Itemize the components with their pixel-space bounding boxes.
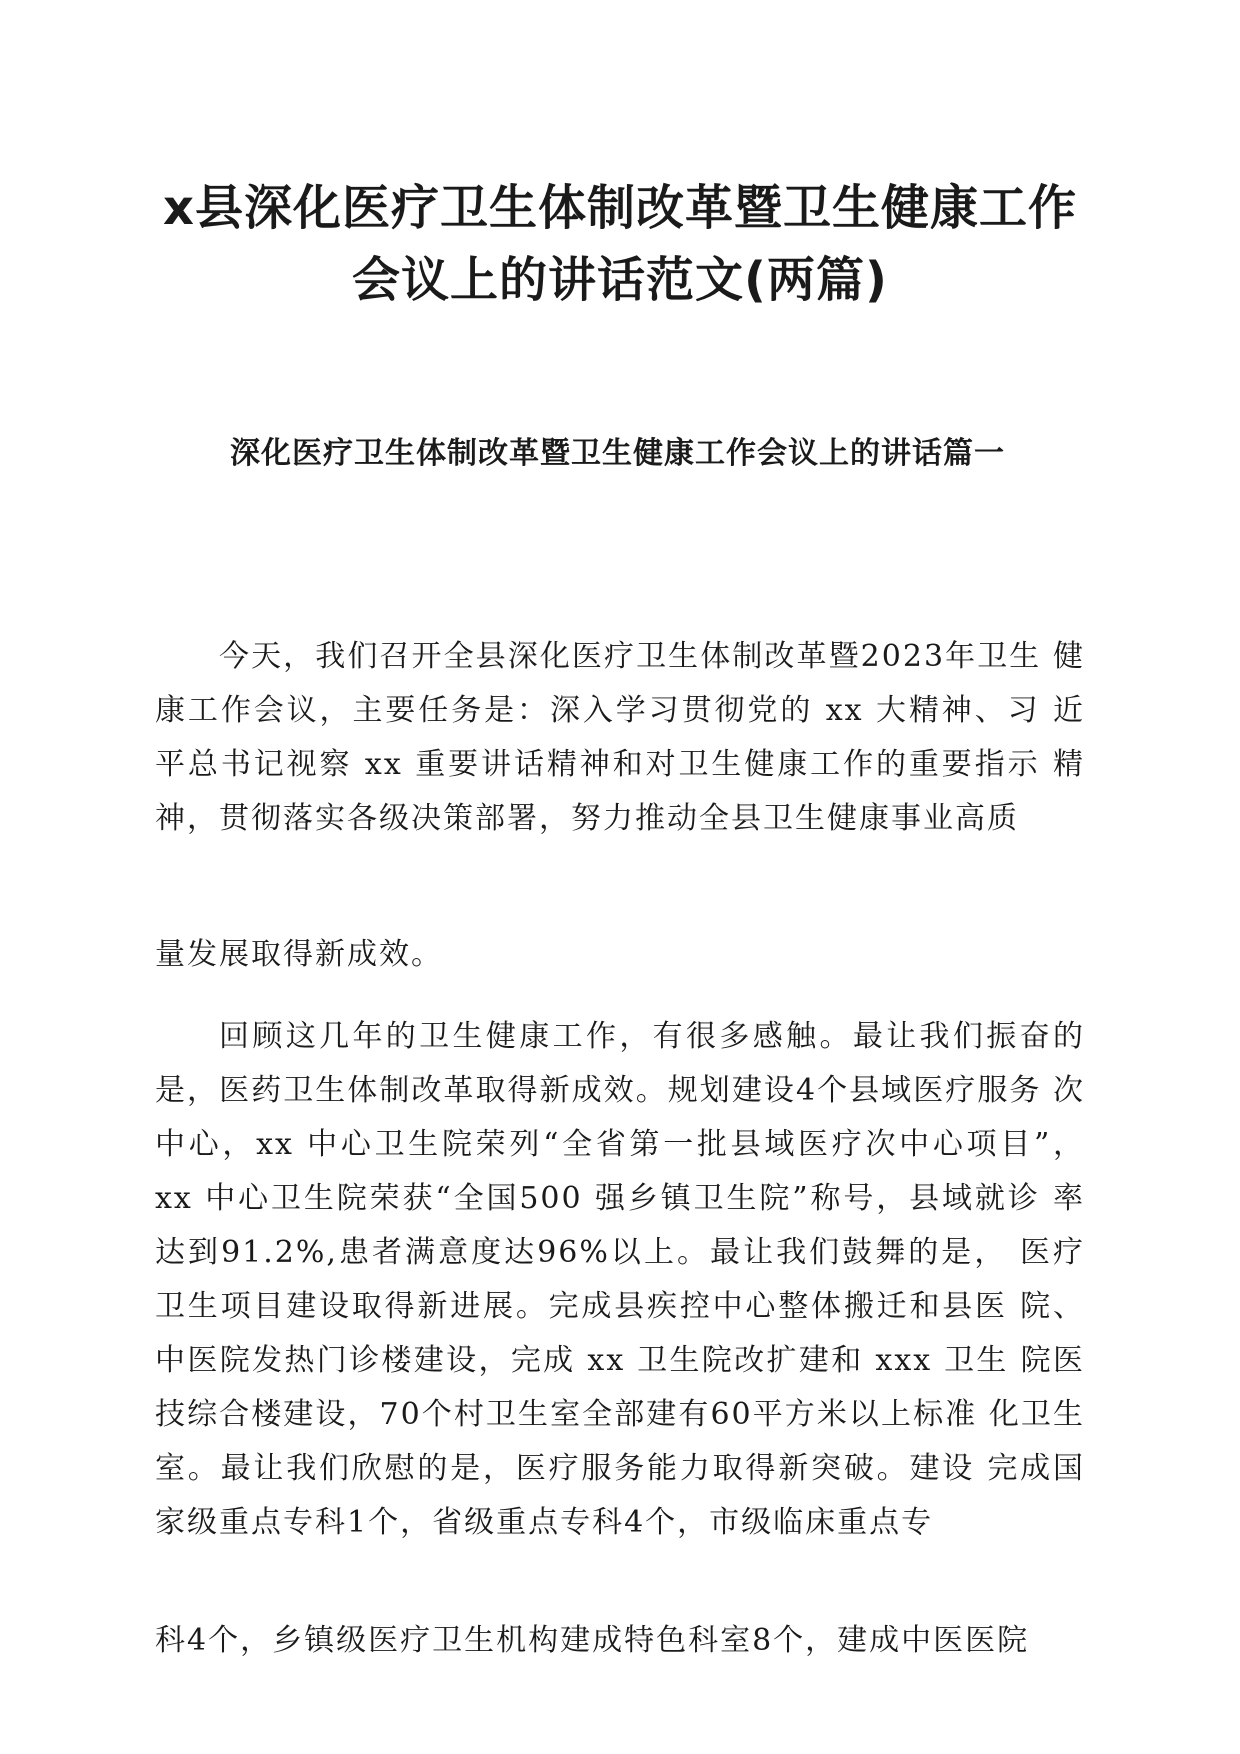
paragraph-1-continued: 量发展取得新成效。 bbox=[155, 937, 443, 972]
document-title-line-1: x县深化医疗卫生体制改革暨卫生健康工作 bbox=[163, 180, 1077, 236]
paragraph-3: 科4个，乡镇级医疗卫生机构建成特色科室8个，建成中医医院 bbox=[155, 1623, 1030, 1658]
paragraph-1: 今天，我们召开全县深化医疗卫生体制改革暨2023年卫生 健康工作会议，主要任务是：深入学习贯彻党的 xx 大精神、习 近平总书记视察 xx 重要讲话精神和对卫生健康工作的重要指示 精神，贯彻落实各级决策部署，努力推动全县卫生健康事业高质 bbox=[155, 639, 1085, 836]
document-title-line-2: 会议上的讲话范文(两篇) bbox=[352, 252, 888, 308]
section-heading: 深化医疗卫生体制改革暨卫生健康工作会议上的讲话篇一 bbox=[230, 436, 1005, 471]
paragraph-2: 回顾这几年的卫生健康工作，有很多感触。最让我们振奋的是，医药卫生体制改革取得新成效。规划建设4个县域医疗服务 次中心，xx 中心卫生院荣列“全省第一批县域医疗次中心项目”， xx 中心卫生院荣获“全国500 强乡镇卫生院”称号，县域就诊 率达到91.2%,患者满意度达96%以上。最让我们鼓舞的是， 医疗卫生项目建设取得新进展。完成县疾控中心整体搬迁和县医 院、中医院发热门诊楼建设，完成 xx 卫生院改扩建和 xxx 卫生 院医技综合楼建设，70个村卫生室全部建有60平方米以上标准 化卫生室。最让我们欣慰的是，医疗服务能力取得新突破。建设 完成国家级重点专科1个，省级重点专科4个，市级临床重点专 bbox=[155, 1019, 1085, 1540]
